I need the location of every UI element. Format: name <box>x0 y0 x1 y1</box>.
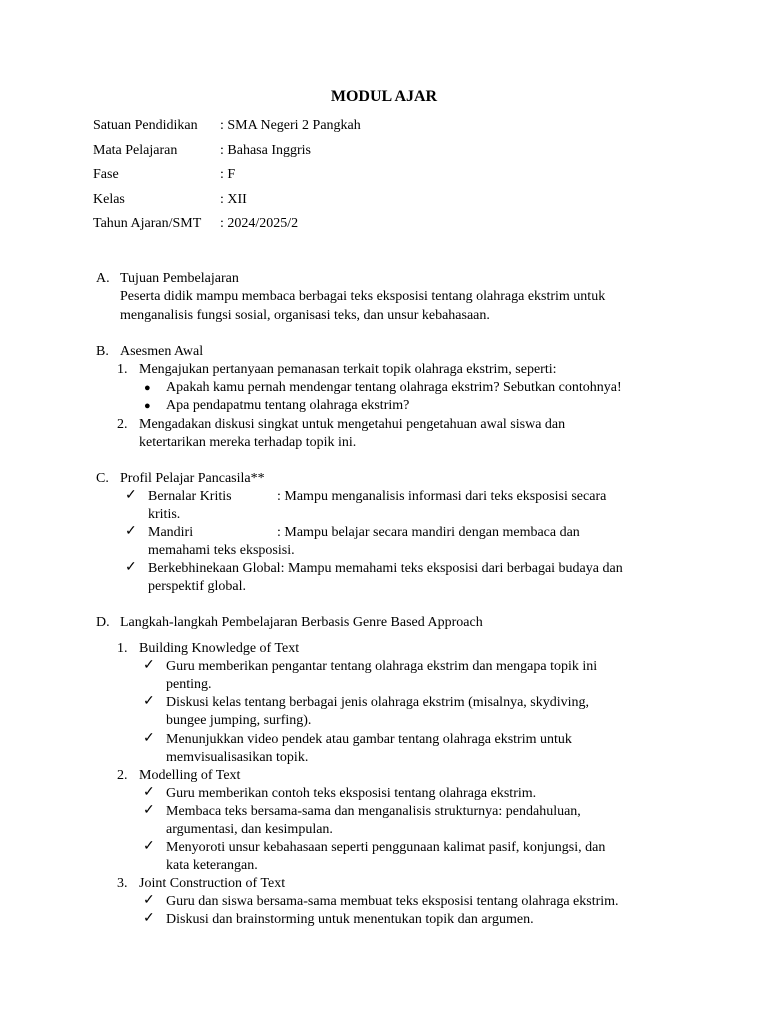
section-heading: Profil Pelajar Pancasila** <box>120 471 265 486</box>
profile-desc: : Mampu belajar secara mandiri dengan membaca dan <box>277 525 580 540</box>
paragraph-line: menganalisis fungsi sosial, organisasi teks, dan unsur kebahasaan. <box>120 308 490 323</box>
info-value: : F <box>220 167 236 183</box>
document-title: MODUL AJAR <box>330 88 438 105</box>
step-title: Modelling of Text <box>139 768 241 783</box>
step-line: Diskusi dan brainstorming untuk menentukan topik dan argumen. <box>166 912 534 927</box>
info-label: Kelas <box>93 191 125 207</box>
check-icon: ✓ <box>143 839 155 854</box>
info-row <box>93 116 361 141</box>
profile-label: Bernalar Kritis <box>148 489 232 504</box>
list-number: 2. <box>117 768 128 783</box>
section-letter: B. <box>96 344 109 359</box>
profile-desc: Berkebhinekaan Global: Mampu memahami teks eksposisi dari berbagai budaya dan <box>148 561 623 576</box>
check-icon: ✓ <box>143 785 155 800</box>
step-line: Guru dan siswa bersama-sama membuat teks eksposisi tentang olahraga ekstrim. <box>166 894 619 909</box>
step-line: Menunjukkan video pendek atau gambar tentang olahraga ekstrim untuk <box>166 732 572 747</box>
section-heading: Tujuan Pembelajaran <box>120 271 239 286</box>
paragraph-line: Peserta didik mampu membaca berbagai teks eksposisi tentang olahraga ekstrim untuk <box>120 289 606 304</box>
info-value: : 2024/2025/2 <box>220 216 299 232</box>
check-icon: ✓ <box>143 893 155 908</box>
info-row <box>93 141 361 166</box>
info-row <box>93 214 361 239</box>
profile-desc-cont: perspektif global. <box>148 579 246 594</box>
info-row <box>93 165 361 190</box>
list-number: 2. <box>117 417 128 432</box>
info-value: : SMA Negeri 2 Pangkah <box>220 118 361 133</box>
step-line: penting. <box>166 677 212 692</box>
check-icon: ✓ <box>143 911 155 926</box>
step-line: argumentasi, dan kesimpulan. <box>166 822 333 837</box>
info-label: Fase <box>93 167 119 183</box>
profile-desc-cont: kritis. <box>148 507 181 522</box>
section-letter: A. <box>96 271 110 286</box>
check-icon: ✓ <box>125 560 137 575</box>
list-item-text: ketertarikan mereka terhadap topik ini. <box>139 435 357 450</box>
identity-table <box>93 116 361 239</box>
bullet-icon: ● <box>144 400 151 412</box>
check-icon: ✓ <box>143 658 155 673</box>
section-heading: Langkah-langkah Pembelajaran Berbasis Genre Based Approach <box>120 615 483 630</box>
step-title: Building Knowledge of Text <box>139 641 300 656</box>
list-number: 1. <box>117 362 128 377</box>
step-line: memvisualisasikan topik. <box>166 750 309 765</box>
step-line: Menyoroti unsur kebahasaan seperti penggunaan kalimat pasif, konjungsi, dan <box>166 840 606 855</box>
info-label: Satuan Pendidikan <box>93 118 198 133</box>
profile-desc-cont: memahami teks eksposisi. <box>148 543 295 558</box>
step-line: Membaca teks bersama-sama dan menganalisis strukturnya: pendahuluan, <box>166 804 581 819</box>
info-value: : XII <box>220 191 247 207</box>
section-heading: Asesmen Awal <box>120 344 204 359</box>
check-icon: ✓ <box>143 731 155 746</box>
info-value: : Bahasa Inggris <box>220 142 311 158</box>
check-icon: ✓ <box>125 524 137 539</box>
list-number: 3. <box>117 876 128 891</box>
step-line: kata keterangan. <box>166 858 258 873</box>
list-item-text: Mengadakan diskusi singkat untuk mengetahui pengetahuan awal siswa dan <box>139 417 566 432</box>
info-row <box>93 190 361 215</box>
step-line: Guru memberikan pengantar tentang olahraga ekstrim dan mengapa topik ini <box>166 659 598 674</box>
section-letter: D. <box>96 615 110 630</box>
list-item-text: Mengajukan pertanyaan pemanasan terkait topik olahraga ekstrim, seperti: <box>139 362 557 377</box>
check-icon: ✓ <box>143 803 155 818</box>
section-letter: C. <box>96 471 109 486</box>
info-label: Mata Pelajaran <box>93 142 178 158</box>
info-label: Tahun Ajaran/SMT <box>93 216 202 232</box>
bullet-icon: ● <box>144 382 151 394</box>
check-icon: ✓ <box>143 694 155 709</box>
profile-label: Mandiri <box>148 525 194 540</box>
profile-desc: : Mampu menganalisis informasi dari teks eksposisi secara <box>277 489 607 504</box>
step-line: Diskusi kelas tentang berbagai jenis olahraga ekstrim (misalnya, skydiving, <box>166 695 590 710</box>
step-line: Guru memberikan contoh teks eksposisi tentang olahraga ekstrim. <box>166 786 537 801</box>
step-line: bungee jumping, surfing). <box>166 713 312 728</box>
list-number: 1. <box>117 641 128 656</box>
step-title: Joint Construction of Text <box>139 876 286 891</box>
bullet-text: Apa pendapatmu tentang olahraga ekstrim? <box>166 398 410 413</box>
bullet-text: Apakah kamu pernah mendengar tentang olahraga ekstrim? Sebutkan contohnya! <box>166 380 622 395</box>
check-icon: ✓ <box>125 488 137 503</box>
